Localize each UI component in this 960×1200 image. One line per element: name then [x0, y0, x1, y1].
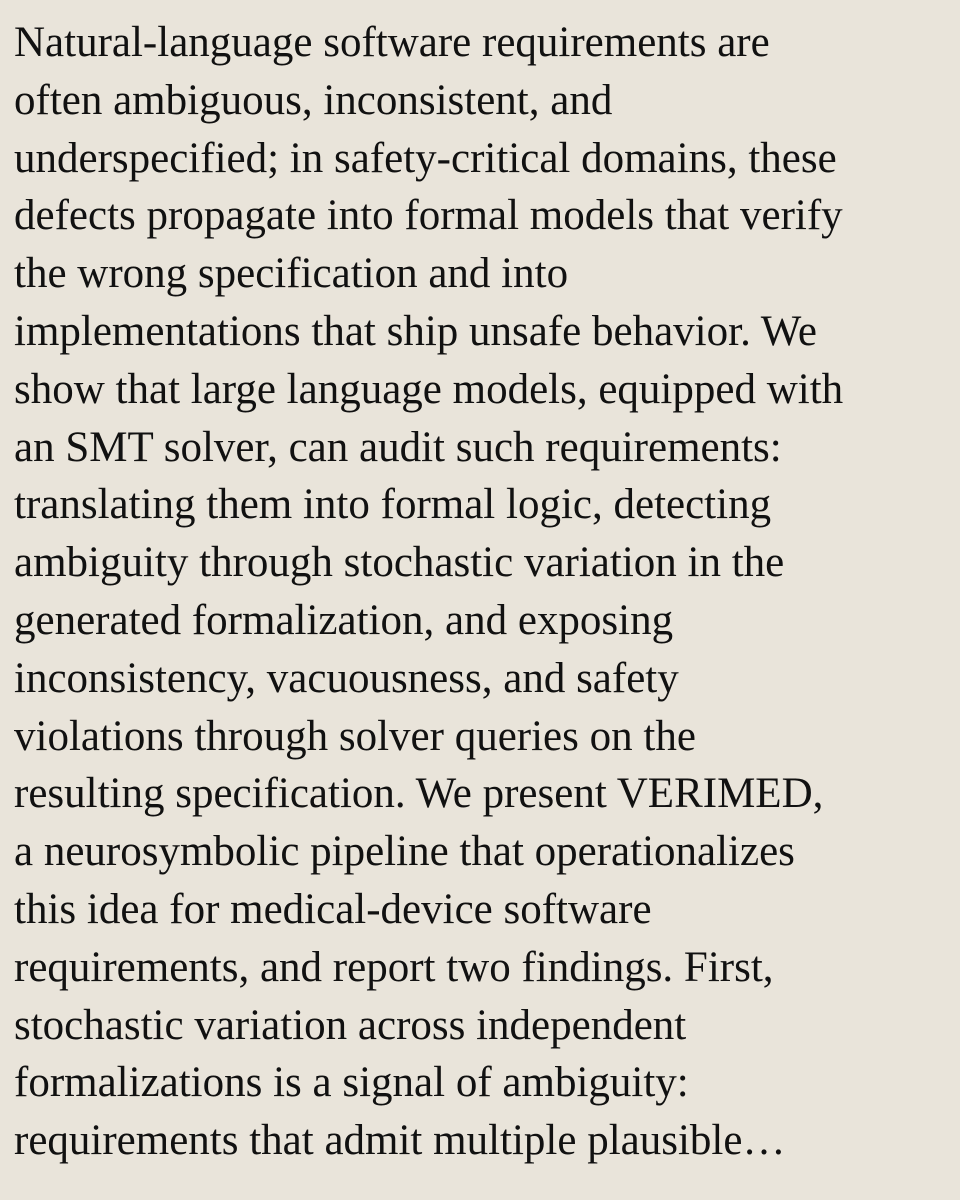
abstract-line: a neurosymbolic pipeline that operationalizes — [14, 828, 795, 876]
abstract-line: stochastic variation across independent — [14, 1001, 687, 1049]
abstract-line: ambiguity through stochastic variation in the — [14, 539, 785, 587]
abstract-line: formalizations is a signal of ambiguity: — [14, 1059, 689, 1107]
abstract-line: inconsistency, vacuousness, and safety — [14, 654, 679, 702]
abstract-text — [14, 14, 950, 1170]
abstract-line: an SMT solver, can audit such requirements: — [14, 423, 782, 471]
abstract-line: requirements, and report two findings. First, — [14, 943, 774, 991]
abstract-line: Natural-language software requirements are — [14, 19, 770, 66]
abstract-line: often ambiguous, inconsistent, and — [14, 76, 613, 124]
abstract-line: this idea for medical-device software — [14, 885, 652, 933]
abstract-line: resulting specification. We present VERIMED, — [14, 770, 824, 818]
abstract-line: defects propagate into formal models that verify — [14, 192, 843, 240]
abstract-line: implementations that ship unsafe behavior. We — [14, 307, 818, 355]
abstract-line: generated formalization, and exposing — [14, 596, 674, 644]
abstract-line: the wrong specification and into — [14, 250, 569, 298]
abstract-line: show that large language models, equipped with — [14, 365, 844, 413]
abstract-line: translating them into formal logic, detecting — [14, 481, 772, 529]
abstract-line: violations through solver queries on the — [14, 712, 696, 760]
abstract-line: underspecified; in safety-critical domains, these — [14, 134, 837, 182]
abstract-line: requirements that admit multiple plausible… — [14, 1117, 786, 1165]
